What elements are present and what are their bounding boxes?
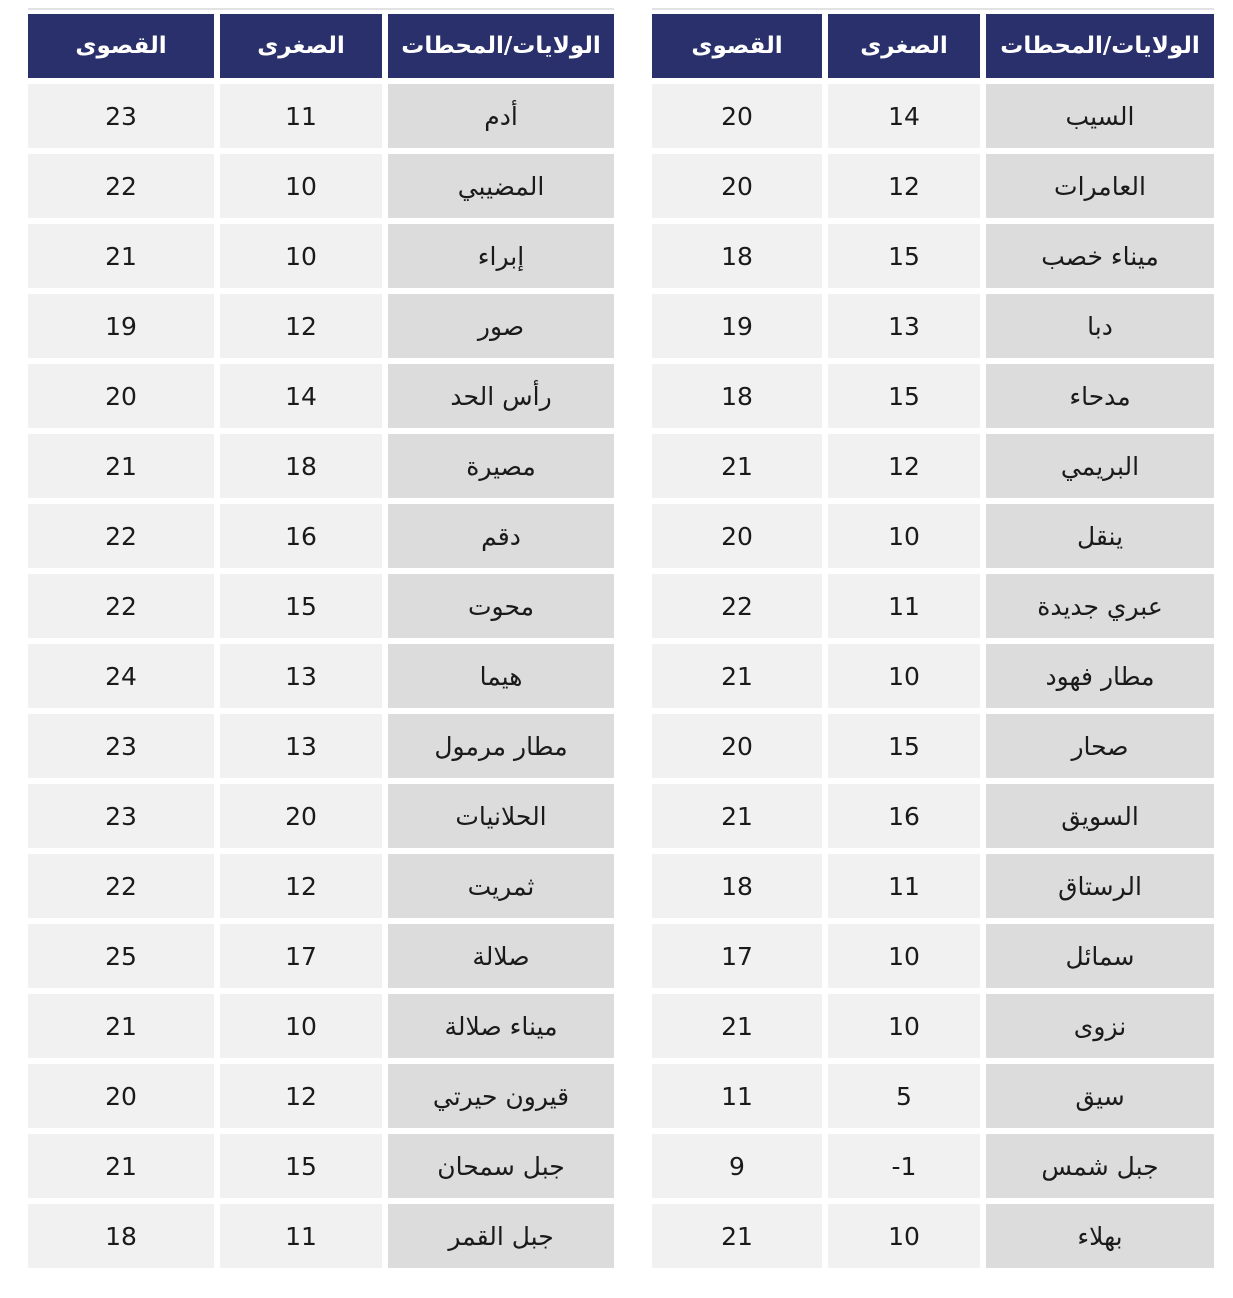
min-temp-cell: 16 — [828, 784, 980, 848]
station-name-cell: قيرون حيرتي — [388, 1064, 614, 1128]
min-temp-cell: 11 — [220, 1204, 382, 1268]
table-row — [28, 994, 614, 1058]
min-temp-cell: 5 — [828, 1064, 980, 1128]
station-name-cell: رأس الحد — [388, 364, 614, 428]
max-temp-cell: 18 — [652, 224, 822, 288]
temperature-table-left — [22, 8, 620, 1274]
min-temp-cell: 10 — [828, 994, 980, 1058]
max-temp-cell: 20 — [28, 1064, 214, 1128]
min-temp-cell: 13 — [220, 644, 382, 708]
max-temp-cell: 21 — [652, 1204, 822, 1268]
max-temp-cell: 25 — [28, 924, 214, 988]
station-name-cell: ميناء صلالة — [388, 994, 614, 1058]
max-temp-cell: 20 — [652, 714, 822, 778]
table-row — [652, 224, 1214, 288]
max-temp-cell: 23 — [28, 84, 214, 148]
table-row — [28, 294, 614, 358]
max-temp-cell: 21 — [652, 994, 822, 1058]
table-row — [652, 1064, 1214, 1128]
station-name-cell: صلالة — [388, 924, 614, 988]
station-name-cell: مصيرة — [388, 434, 614, 498]
table-row — [652, 294, 1214, 358]
max-temp-cell: 20 — [652, 154, 822, 218]
max-temp-cell: 23 — [28, 714, 214, 778]
min-temp-cell: 15 — [220, 574, 382, 638]
max-temp-cell: 18 — [28, 1204, 214, 1268]
table-row — [652, 854, 1214, 918]
max-temp-cell: 22 — [652, 574, 822, 638]
table-row — [652, 154, 1214, 218]
max-temp-cell: 18 — [652, 364, 822, 428]
station-name-cell: عبري جديدة — [986, 574, 1214, 638]
table-row — [28, 504, 614, 568]
header-max: القصوى — [652, 14, 822, 78]
table-row — [652, 1204, 1214, 1268]
table-row — [28, 434, 614, 498]
table-body — [28, 84, 614, 1268]
min-temp-cell: 15 — [828, 364, 980, 428]
header-max: القصوى — [28, 14, 214, 78]
min-temp-cell: -1 — [828, 1134, 980, 1198]
max-temp-cell: 19 — [28, 294, 214, 358]
max-temp-cell: 24 — [28, 644, 214, 708]
max-temp-cell: 23 — [28, 784, 214, 848]
min-temp-cell: 10 — [828, 644, 980, 708]
min-temp-cell: 11 — [828, 854, 980, 918]
min-temp-cell: 13 — [220, 714, 382, 778]
min-temp-cell: 15 — [220, 1134, 382, 1198]
station-name-cell: مطار فهود — [986, 644, 1214, 708]
station-name-cell: سيق — [986, 1064, 1214, 1128]
station-name-cell: إبراء — [388, 224, 614, 288]
header-min: الصغرى — [828, 14, 980, 78]
max-temp-cell: 20 — [652, 504, 822, 568]
max-temp-cell: 20 — [28, 364, 214, 428]
min-temp-cell: 10 — [828, 1204, 980, 1268]
station-name-cell: السيب — [986, 84, 1214, 148]
station-name-cell: ثمريت — [388, 854, 614, 918]
station-name-cell: محوت — [388, 574, 614, 638]
max-temp-cell: 9 — [652, 1134, 822, 1198]
min-temp-cell: 12 — [220, 294, 382, 358]
station-name-cell: أدم — [388, 84, 614, 148]
station-name-cell: جبل القمر — [388, 1204, 614, 1268]
station-name-cell: صحار — [986, 714, 1214, 778]
station-name-cell: ميناء خصب — [986, 224, 1214, 288]
table-row — [652, 994, 1214, 1058]
max-temp-cell: 21 — [28, 994, 214, 1058]
table-row — [652, 84, 1214, 148]
min-temp-cell: 11 — [828, 574, 980, 638]
header-station: الولايات/المحطات — [388, 14, 614, 78]
table-row — [28, 154, 614, 218]
table-row — [652, 364, 1214, 428]
header-min: الصغرى — [220, 14, 382, 78]
station-name-cell: سمائل — [986, 924, 1214, 988]
min-temp-cell: 12 — [220, 854, 382, 918]
max-temp-cell: 22 — [28, 154, 214, 218]
min-temp-cell: 10 — [828, 504, 980, 568]
station-name-cell: دبا — [986, 294, 1214, 358]
header-station: الولايات/المحطات — [986, 14, 1214, 78]
table-row — [28, 924, 614, 988]
station-name-cell: البريمي — [986, 434, 1214, 498]
max-temp-cell: 22 — [28, 854, 214, 918]
min-temp-cell: 10 — [828, 924, 980, 988]
station-name-cell: دقم — [388, 504, 614, 568]
min-temp-cell: 20 — [220, 784, 382, 848]
station-name-cell: صور — [388, 294, 614, 358]
table-row — [652, 924, 1214, 988]
station-name-cell: الرستاق — [986, 854, 1214, 918]
station-name-cell: العامرات — [986, 154, 1214, 218]
min-temp-cell: 18 — [220, 434, 382, 498]
table-body — [652, 84, 1214, 1268]
min-temp-cell: 10 — [220, 154, 382, 218]
station-name-cell: هيما — [388, 644, 614, 708]
station-name-cell: جبل سمحان — [388, 1134, 614, 1198]
max-temp-cell: 21 — [652, 644, 822, 708]
table-row — [28, 714, 614, 778]
max-temp-cell: 21 — [652, 434, 822, 498]
table-row — [28, 1134, 614, 1198]
min-temp-cell: 12 — [220, 1064, 382, 1128]
table-row — [652, 434, 1214, 498]
station-name-cell: المضيبي — [388, 154, 614, 218]
table-row — [652, 784, 1214, 848]
station-name-cell: نزوى — [986, 994, 1214, 1058]
station-name-cell: مدحاء — [986, 364, 1214, 428]
table-row — [652, 504, 1214, 568]
max-temp-cell: 21 — [28, 1134, 214, 1198]
table-row — [28, 574, 614, 638]
table-row — [28, 224, 614, 288]
max-temp-cell: 17 — [652, 924, 822, 988]
max-temp-cell: 22 — [28, 504, 214, 568]
table-row — [28, 644, 614, 708]
min-temp-cell: 13 — [828, 294, 980, 358]
station-name-cell: الحلانيات — [388, 784, 614, 848]
min-temp-cell: 14 — [828, 84, 980, 148]
max-temp-cell: 11 — [652, 1064, 822, 1128]
station-name-cell: السويق — [986, 784, 1214, 848]
max-temp-cell: 21 — [28, 224, 214, 288]
table-row — [652, 714, 1214, 778]
station-name-cell: مطار مرمول — [388, 714, 614, 778]
min-temp-cell: 17 — [220, 924, 382, 988]
min-temp-cell: 15 — [828, 714, 980, 778]
max-temp-cell: 18 — [652, 854, 822, 918]
table-row — [28, 364, 614, 428]
station-name-cell: ينقل — [986, 504, 1214, 568]
table-row — [652, 574, 1214, 638]
table-row — [28, 854, 614, 918]
max-temp-cell: 20 — [652, 84, 822, 148]
min-temp-cell: 10 — [220, 224, 382, 288]
min-temp-cell: 15 — [828, 224, 980, 288]
temperature-table-right — [646, 8, 1220, 1274]
min-temp-cell: 14 — [220, 364, 382, 428]
max-temp-cell: 19 — [652, 294, 822, 358]
max-temp-cell: 21 — [28, 434, 214, 498]
table-row — [652, 1134, 1214, 1198]
station-name-cell: بهلاء — [986, 1204, 1214, 1268]
table-row — [28, 1064, 614, 1128]
table-row — [652, 644, 1214, 708]
table-header-row — [652, 14, 1214, 78]
table-row — [28, 1204, 614, 1268]
min-temp-cell: 10 — [220, 994, 382, 1058]
min-temp-cell: 11 — [220, 84, 382, 148]
station-name-cell: جبل شمس — [986, 1134, 1214, 1198]
table-header-row — [28, 14, 614, 78]
min-temp-cell: 16 — [220, 504, 382, 568]
max-temp-cell: 21 — [652, 784, 822, 848]
table-row — [28, 784, 614, 848]
min-temp-cell: 12 — [828, 434, 980, 498]
min-temp-cell: 12 — [828, 154, 980, 218]
table-row — [28, 84, 614, 148]
max-temp-cell: 22 — [28, 574, 214, 638]
